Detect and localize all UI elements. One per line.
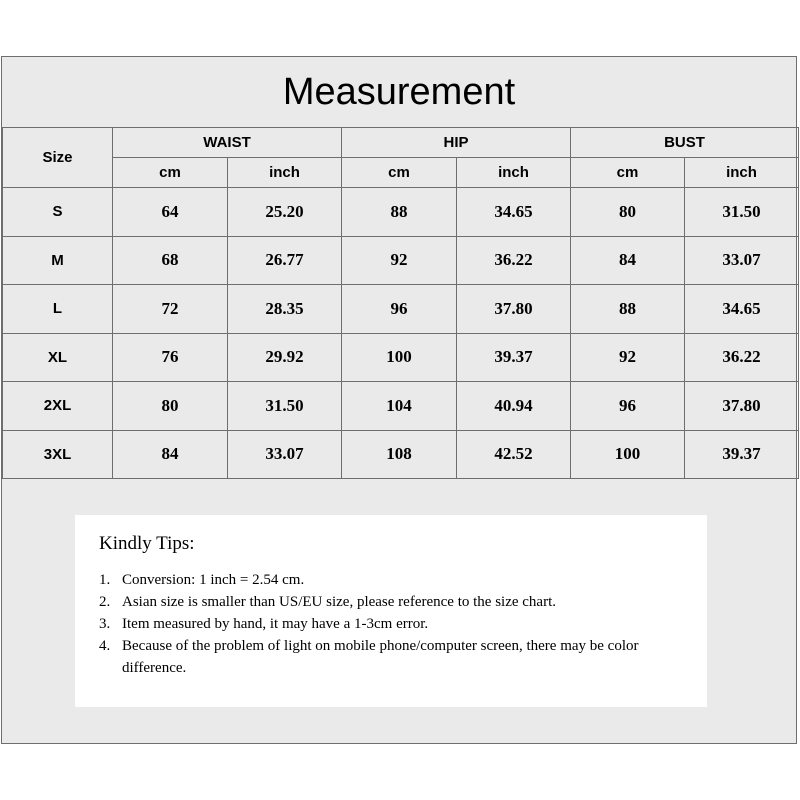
size-cell: 2XL bbox=[3, 382, 113, 431]
tips-box bbox=[75, 515, 707, 707]
table-cell: 64 bbox=[113, 188, 228, 237]
table-cell: 80 bbox=[571, 188, 685, 237]
tip-number: 3. bbox=[99, 616, 111, 632]
table-cell: 108 bbox=[342, 430, 457, 479]
unit-header: cm bbox=[571, 158, 685, 188]
size-column-header: Size bbox=[3, 128, 113, 188]
size-cell: S bbox=[3, 188, 113, 237]
table-header-row bbox=[3, 128, 799, 158]
table-row bbox=[3, 236, 799, 285]
table-row bbox=[3, 188, 799, 237]
unit-header: cm bbox=[342, 158, 457, 188]
tips-title: Kindly Tips: bbox=[99, 533, 195, 554]
table-cell: 88 bbox=[571, 285, 685, 334]
tip-text: Because of the problem of light on mobile phone/computer screen, there may be color difference. bbox=[122, 638, 639, 676]
table-cell: 36.22 bbox=[685, 333, 799, 382]
table-cell: 92 bbox=[342, 236, 457, 285]
table-cell: 72 bbox=[113, 285, 228, 334]
size-table bbox=[2, 127, 799, 479]
table-cell: 68 bbox=[113, 236, 228, 285]
table-cell: 31.50 bbox=[685, 188, 799, 237]
table-cell: 28.35 bbox=[228, 285, 342, 334]
table-cell: 40.94 bbox=[457, 382, 571, 431]
table-cell: 42.52 bbox=[457, 430, 571, 479]
table-cell: 26.77 bbox=[228, 236, 342, 285]
table-row bbox=[3, 382, 799, 431]
tips-list bbox=[99, 569, 683, 679]
table-cell: 84 bbox=[113, 430, 228, 479]
table-row bbox=[3, 285, 799, 334]
tip-text: Asian size is smaller than US/EU size, please reference to the size chart. bbox=[122, 594, 556, 610]
table-cell: 36.22 bbox=[457, 236, 571, 285]
list-item bbox=[99, 569, 683, 591]
unit-header: inch bbox=[457, 158, 571, 188]
tip-text: Conversion: 1 inch = 2.54 cm. bbox=[122, 572, 305, 588]
unit-header: inch bbox=[228, 158, 342, 188]
table-unit-row bbox=[3, 158, 799, 188]
table-cell: 88 bbox=[342, 188, 457, 237]
size-cell: XL bbox=[3, 333, 113, 382]
table-cell: 33.07 bbox=[685, 236, 799, 285]
size-cell: M bbox=[3, 236, 113, 285]
unit-header: inch bbox=[685, 158, 799, 188]
group-header-waist: WAIST bbox=[113, 128, 342, 158]
table-cell: 29.92 bbox=[228, 333, 342, 382]
table-cell: 37.80 bbox=[685, 382, 799, 431]
tip-text: Item measured by hand, it may have a 1-3cm error. bbox=[122, 616, 429, 632]
group-header-bust: BUST bbox=[571, 128, 799, 158]
chart-title: Measurement bbox=[2, 57, 796, 128]
table-row bbox=[3, 430, 799, 479]
table-cell: 33.07 bbox=[228, 430, 342, 479]
list-item bbox=[99, 591, 683, 613]
group-header-hip: HIP bbox=[342, 128, 571, 158]
table-cell: 76 bbox=[113, 333, 228, 382]
table-cell: 100 bbox=[571, 430, 685, 479]
table-cell: 80 bbox=[113, 382, 228, 431]
table-cell: 37.80 bbox=[457, 285, 571, 334]
table-cell: 96 bbox=[571, 382, 685, 431]
table-cell: 104 bbox=[342, 382, 457, 431]
table-cell: 34.65 bbox=[457, 188, 571, 237]
tip-number: 2. bbox=[99, 594, 111, 610]
table-cell: 34.65 bbox=[685, 285, 799, 334]
table-cell: 31.50 bbox=[228, 382, 342, 431]
table-cell: 92 bbox=[571, 333, 685, 382]
table-cell: 25.20 bbox=[228, 188, 342, 237]
table-cell: 100 bbox=[342, 333, 457, 382]
table-cell: 96 bbox=[342, 285, 457, 334]
unit-header: cm bbox=[113, 158, 228, 188]
table-cell: 39.37 bbox=[457, 333, 571, 382]
list-item bbox=[99, 613, 683, 635]
tip-number: 1. bbox=[99, 572, 111, 588]
tip-number: 4. bbox=[99, 638, 111, 654]
table-row bbox=[3, 333, 799, 382]
size-chart-frame bbox=[1, 56, 797, 744]
list-item bbox=[99, 635, 683, 679]
size-cell: 3XL bbox=[3, 430, 113, 479]
table-cell: 84 bbox=[571, 236, 685, 285]
table-cell: 39.37 bbox=[685, 430, 799, 479]
size-cell: L bbox=[3, 285, 113, 334]
